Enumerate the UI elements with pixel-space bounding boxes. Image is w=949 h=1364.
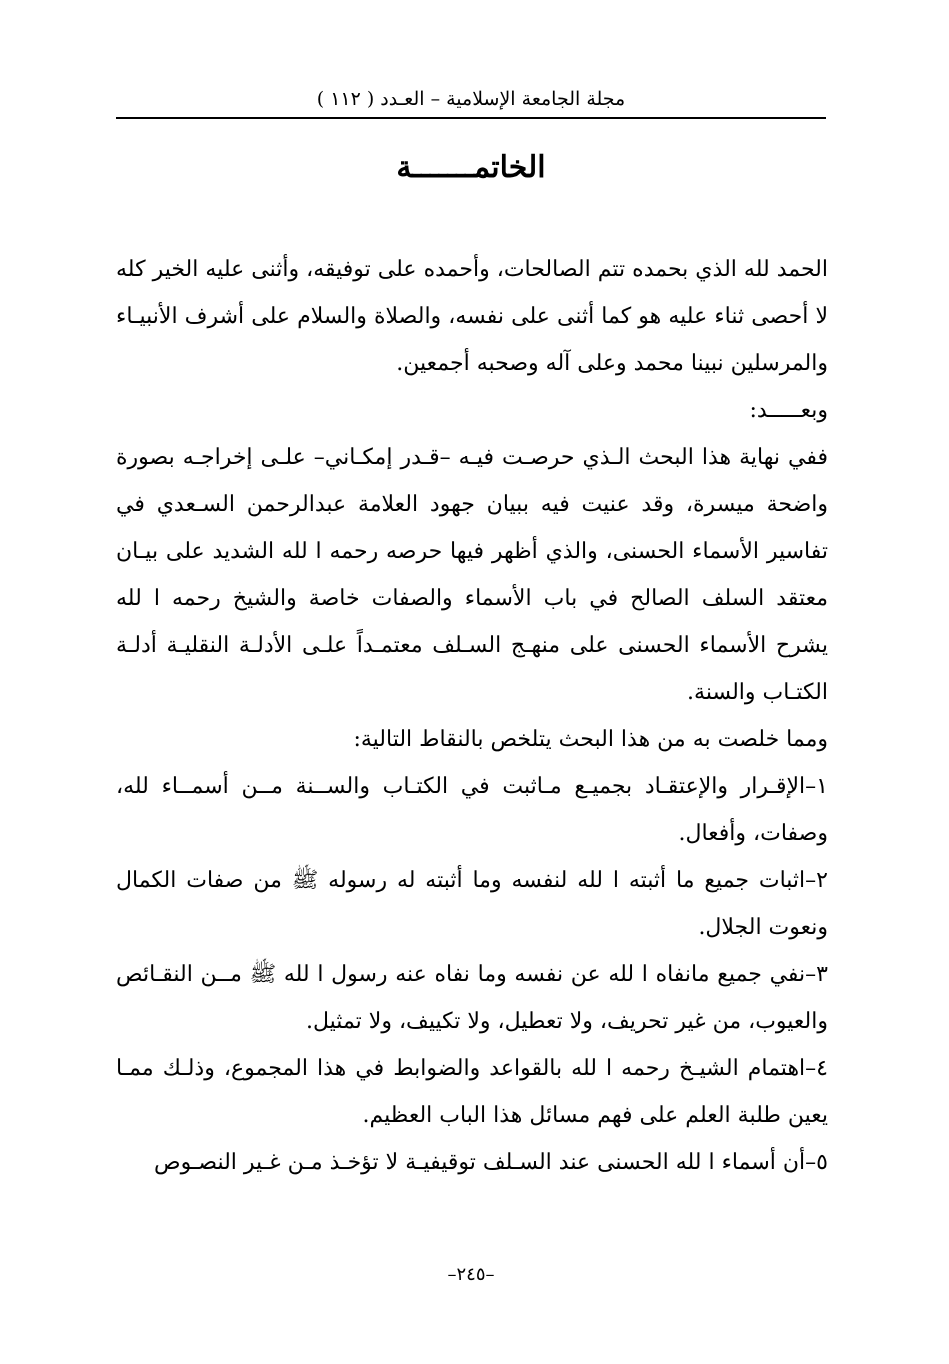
body-text — [116, 246, 828, 1186]
header-rule — [116, 117, 826, 119]
paragraph-points-intro: ومما خلصت به من هذا البحث يتلخص بالنقاط التالية: — [353, 727, 828, 752]
paragraph-point-3: ٣–نفي جميع مانفاه ا لله عن نفسه وما نفاه عنه رسول ا لله ﷺ مــن النقـائص والعيوب، من غير تحريف، ولا تعطيل، ولا تكييف، ولا تمثيل. — [116, 962, 828, 1034]
running-header: مجلة الجامعة الإسلامية – العـدد ( ١١٢ ) — [316, 88, 626, 110]
paragraph-point-1: ١–الإقـرار والإعتقـاد بجميـع مـاثبت في الكتـاب والســنة مــن أسمــاء لله، وصفات، وأفعال. — [116, 774, 828, 846]
paragraph-intro: الحمد لله الذي بحمده تتم الصالحات، وأحمده على توفيقه، وأثنى عليه الخير كله لا أحصى ثناء عليه هو كما أثنى على نفسه، والصلاة والسلام على أشرف الأنبيـاء والمرسلين نبينا محمد وعلى آله وصحبه أجمعين. — [116, 257, 828, 376]
paragraph-summary: ففي نهاية هذا البحث الـذي حرصـت فيـه –قـدر إمكـاني– علـى إخراجـه بصورة واضحة ميسرة، وقد عنيت فيه ببيان جهود العلامة عبدالرحمن السـعدي في تفاسير الأسماء الحسنى، والذي أظهر فيها حرصه رحمه ا لله الشديد على بيـان معتقد السلف الصالح في باب الأسماء والصفات خاصة والشيخ رحمه ا لله يشرح الأسماء الحسنى على منهـج السـلف معتمـداً علـى الأدلـة النقليـة أدلـة الكتـاب والسنة. — [116, 445, 828, 705]
section-title: الخاتمـــــــة — [396, 150, 546, 185]
paragraph-point-2: ٢–اثبات جميع ما أثبته ا لله لنفسه وما أثبته له رسوله ﷺ من صفات الكمال ونعوت الجلال. — [116, 868, 828, 940]
page-number: –٢٤٥– — [447, 1264, 495, 1285]
paragraph-point-4: ٤–اهتمام الشيـخ رحمه ا لله بالقواعد والضوابط في هذا المجموع، وذلـك ممـا يعين طلبة العلم على فهم مسائل هذا الباب العظيم. — [116, 1056, 828, 1128]
paragraph-wabaad: وبعـــــد: — [749, 398, 828, 423]
paragraph-point-5: ٥–أن أسماء ا لله الحسنى عند السـلف توقيفيـة لا تؤخـذ مـن غـير النصـوص — [153, 1150, 828, 1175]
